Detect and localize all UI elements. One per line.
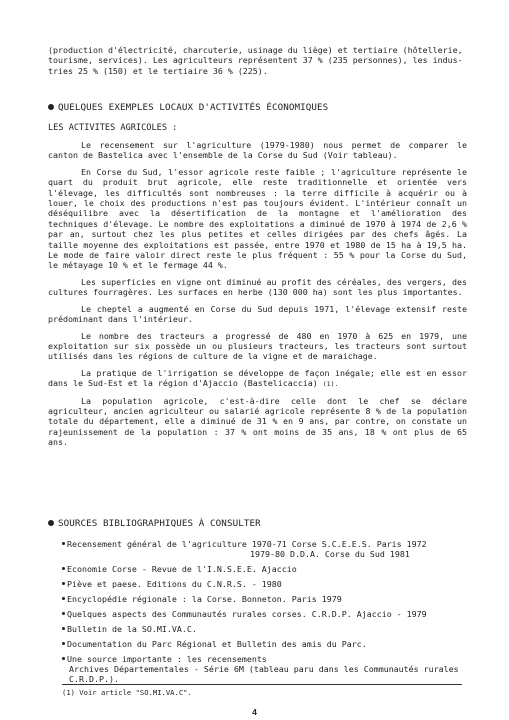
intro-line-1: (production d'électricité, charcuterie, usinage du liège) et tertiaire (hôtellerie,	[48, 45, 463, 55]
intro-line-3: tries 25 % (150) et le tertiaire 36 % (225).	[48, 65, 268, 76]
bullet-dot-icon	[62, 627, 65, 630]
list-item: Economie Corse - Revue de l'I.N.S.E.E. Ajaccio	[62, 564, 297, 574]
paragraph-livestock: Le cheptel a augmenté en Corse du Sud depuis 1971, l'élevage extensif reste prédominant dans l'intérieur.	[48, 303, 467, 325]
bullet-icon	[48, 520, 54, 526]
page-number: 4	[252, 707, 257, 717]
footnote-divider	[62, 684, 462, 685]
footnote-reference: (1).	[322, 380, 339, 389]
paragraph-vineyards: Les superficies en vigne ont diminué au profit des céréales, des vergers, des cultures fourragères. Les surfaces en herbe (130 000 ha) sont les plus importantes.	[48, 276, 467, 298]
section-heading-bibliography	[48, 519, 261, 529]
list-item: Une source importante : les recensements	[62, 654, 267, 664]
list-item: Recensement général de l'agriculture 1970-71 Corse S.C.E.E.S. Paris 1972	[62, 539, 427, 549]
section-heading-economic-activities	[48, 103, 328, 113]
bullet-dot-icon	[62, 642, 65, 645]
footnote: (1) Voir article "SO.MI.VA.C".	[62, 688, 192, 697]
paragraph-irrigation	[48, 368, 467, 390]
paragraph-population: La population agricole, c'est-à-dire celle dont le chef se déclare agriculteur, ancien agriculteur ou salarié agricole représente 8 % de la population totale du département, elle a diminué de 31 % en 9 ans, par contre, on constate un rajeunissement de la population : 37 % ont moins de 35 ans, 18 % ont plus de 65 ans.	[48, 395, 467, 448]
agriculture-text	[48, 140, 467, 448]
bibliography-list	[62, 539, 462, 684]
paragraph-tractors: Le nombre des tracteurs a progressé de 480 en 1970 à 625 en 1979, une exploitation sur six possède un ou plusieurs tracteurs, les tracteurs sont surtout utilisés dans les régions de culture de la vigne et de maraichage.	[48, 330, 467, 362]
bullet-dot-icon	[62, 597, 65, 600]
paragraph-corse-du-sud: En Corse du Sud, l'essor agricole reste faible ; l'agriculture représente le quart du produit brut agricole, elle reste traditionnelle et orientée vers l'élevage, les difficultés sont nombreuses : la terre difficile à acquérir ou à louer, le choix des productions n'est pas toujours évident. L'intérieur connaît un déséquilibre avec la désertification de la montagne et l'amélioration des techniques d'élevage. Le nombre des exploitations a diminué de 1970 à 1974 de 2,6 % par an, surtout chez les plus petites et celles dirigées par des chefs âgés. La taille moyenne des exploitations est passée, entre 1970 et 1980 de 15 ha à 19,5 ha. Le mode de faire valoir direct reste le plus fréquent : 55 % pour la Corse du Sud, le métayage 10 % et le fermage 44 %.	[48, 166, 467, 271]
bullet-dot-icon	[62, 657, 65, 660]
bullet-dot-icon	[62, 612, 65, 615]
bullet-icon	[48, 104, 54, 110]
section-heading-text: SOURCES BIBLIOGRAPHIQUES À CONSULTER	[58, 518, 261, 529]
list-item: Quelques aspects des Communautés rurales corses. C.R.D.P. Ajaccio - 1979	[62, 609, 427, 619]
list-item-continuation: Archives Départementales - Série 6M (tableau paru dans les Communautés rurales	[69, 664, 459, 674]
list-item-continuation: 1979-80 D.D.A. Corse du Sud 1981	[250, 549, 410, 559]
irrigation-text: La pratique de l'irrigation se développe de façon inégale; elle est en essor dans le Sud-Est et la région d'Ajaccio (Bastelicaccia)	[48, 367, 467, 389]
bullet-dot-icon	[62, 582, 65, 585]
list-item-continuation: C.R.D.P.).	[69, 674, 119, 684]
subheading-agricultural-activities: LES ACTIVITES AGRICOLES :	[48, 123, 178, 133]
list-item: Documentation du Parc Régional et Bulletin des amis du Parc.	[62, 639, 367, 649]
intro-paragraph	[48, 45, 468, 76]
bullet-dot-icon	[62, 542, 65, 545]
bullet-dot-icon	[62, 567, 65, 570]
list-item: Piève et paese. Editions du C.N.R.S. - 1980	[62, 579, 282, 589]
intro-line-2: tourisme, services). Les agriculteurs représentent 37 % (235 personnes), les indus-	[48, 55, 463, 66]
list-item: Bulletin de la SO.MI.VA.C.	[62, 624, 197, 634]
list-item: Encyclopédie régionale : la Corse. Bonneton. Paris 1979	[62, 594, 342, 604]
paragraph-census: Le recensement sur l'agriculture (1979-1980) nous permet de comparer le canton de Bastelica avec l'ensemble de la Corse du Sud (Voir tableau).	[48, 140, 467, 161]
section-heading-text: QUELQUES EXEMPLES LOCAUX D'ACTIVITÉS ÉCONOMIQUES	[58, 102, 329, 113]
